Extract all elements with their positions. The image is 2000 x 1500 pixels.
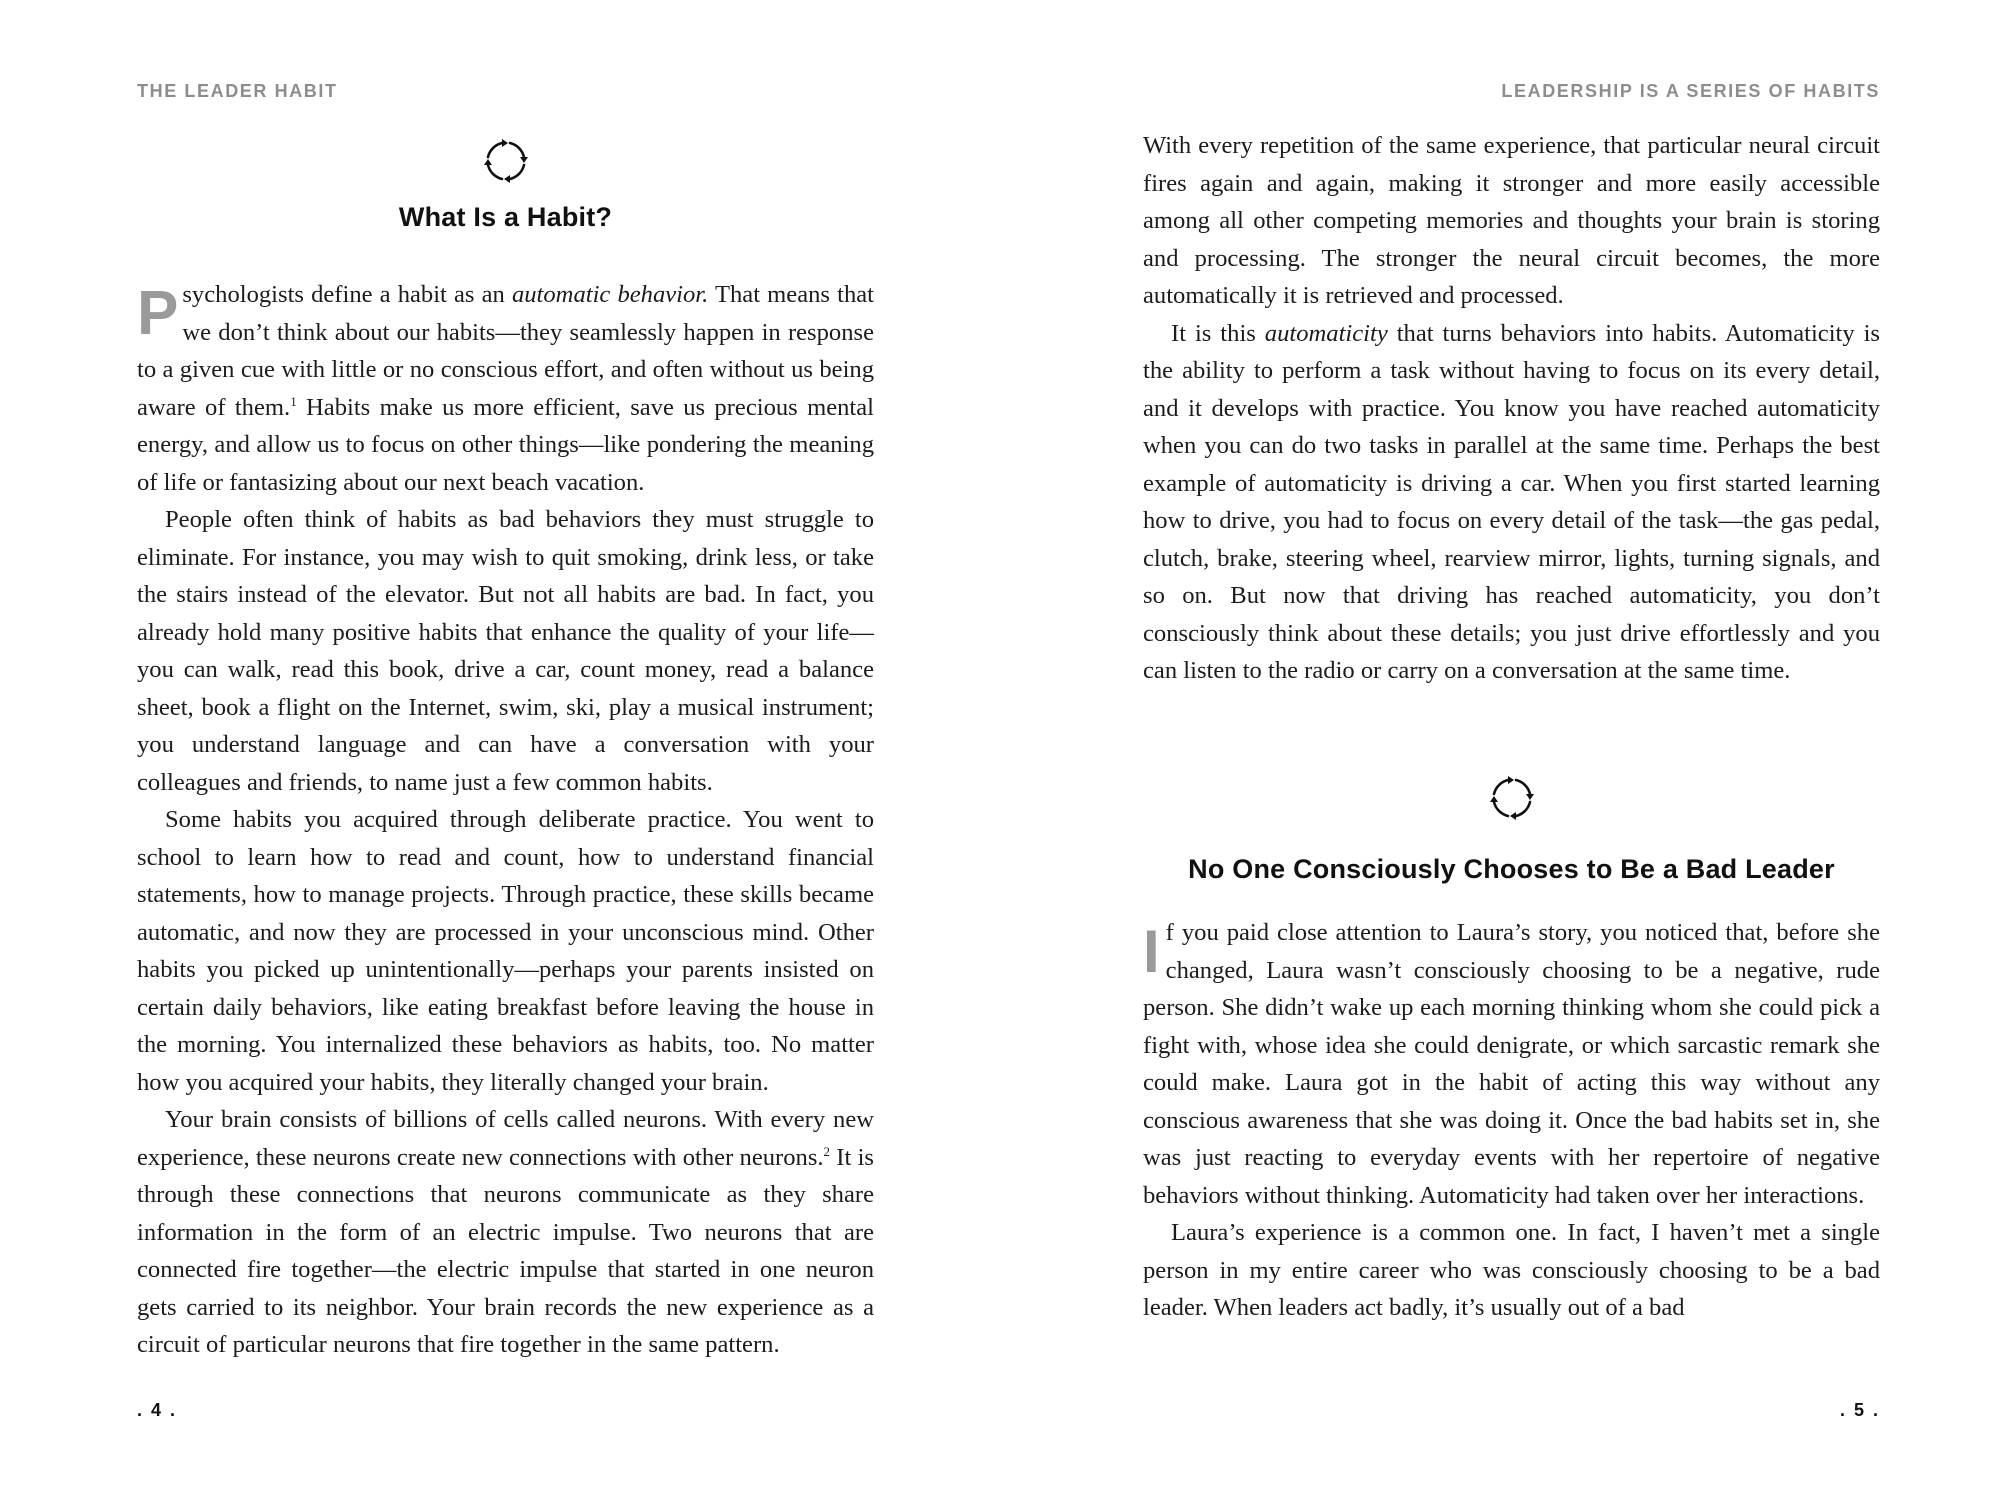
section-header-right: [1143, 773, 1880, 885]
text-run: Habits make us more efficient, save us precious mental energy, and allow us to focus on other things—like pondering the meaning of life or fantasizing about our next beach vacation.: [137, 393, 875, 496]
paragraph: Some habits you acquired through deliberate practice. You went to school to learn how to read and count, how to understand financial statements, how to manage projects. Through practice, these skills became automatic, and now they are processed in your unconscious mind. Other habits you picked up unintentionally—perhaps your parents insisted on certain daily behaviors, like eating breakfast before leaving the house in the morning. You internalized these behaviors as habits, too. No matter how you acquired your habits, they literally changed your brain.: [137, 806, 874, 1096]
section-title: What Is a Habit?: [398, 202, 613, 232]
paragraph: [137, 1101, 874, 1364]
section-header-left: [137, 136, 874, 233]
running-head-right: LEADERSHIP IS A SERIES OF HABITS: [1501, 81, 1880, 101]
paragraph: [137, 276, 874, 501]
right-body-text-bottom: [1143, 914, 1880, 1327]
text-run: It is through these connections that neurons communicate as they share information in the form of an electric impulse. Two neurons that are connected fire together—the electric impulse that started in one neuron gets carried to its neighbor. Your brain records the new experience as a circuit of particular neurons that fire together in the same pattern.: [137, 1143, 874, 1358]
paragraph: Laura’s experience is a common one. In fact, I haven’t met a single person in my entire career who was consciously choosing to be a bad leader. When leaders act badly, it’s usually out of a bad: [1143, 1219, 1880, 1321]
left-page: [137, 0, 874, 1500]
right-page: [1143, 0, 1880, 1500]
running-head-left: THE LEADER HABIT: [137, 81, 338, 101]
drop-cap: P: [137, 279, 179, 348]
circular-arrows-icon: [1487, 773, 1537, 823]
drop-cap: I: [1143, 918, 1160, 985]
italic-term: automatic behavior.: [511, 281, 709, 308]
footnote-marker[interactable]: 1: [290, 393, 297, 409]
text-run: That means that we don’t think about our habits—they seamlessly happen in response to a given cue with little or no conscious effort, and often without us being aware of them.: [137, 281, 874, 421]
paragraph: With every repetition of the same experience, that particular neural circuit fires again and again, making it stronger and more easily accessible among all other competing memories and thoughts your brain is storing and processing. The stronger the neural circuit becomes, the more automatically it is retrieved and processed.: [1143, 132, 1880, 309]
text-run: that turns behaviors into habits. Automaticity is the ability to perform a task without having to focus on its every detail, and it develops with practice. You know you have reached automaticity when you can do two tasks in parallel at the same time. Perhaps the best example of automaticity is driving a car. When you first started learning how to drive, you had to focus on every detail of the task—the gas pedal, clutch, brake, steering wheel, rearview mirror, lights, turning signals, and so on. But now that driving has reached automaticity, you don’t consciously think about these details; you just drive effortlessly and you can listen to the radio or carry on a conversation at the same time.: [1143, 319, 1881, 684]
right-body-text-top: [1143, 127, 1880, 690]
paragraph: People often think of habits as bad behaviors they must struggle to eliminate. For instance, you may wish to quit smoking, drink less, or take the stairs instead of the elevator. But not all habits are bad. In fact, you already hold many positive habits that enhance the quality of your life—you can walk, read this book, drive a car, count money, read a balance sheet, book a flight on the Internet, swim, ski, play a musical instrument; you understand language and can have a conversation with your colleagues and friends, to name just a few common habits.: [137, 506, 874, 796]
text-run: sychologists define a habit as an: [182, 281, 512, 308]
text-run: f you paid close attention to Laura’s story, you noticed that, before she changed, Laura wasn’t consciously choosing to be a negative, rude person. She didn’t wake up each morning thinking whom she could pick a fight with, whose idea she could denigrate, or which sarcastic remark she could make. Laura got in the habit of acting this way without any conscious awareness that she was doing it. Once the bad habits set in, she was just reacting to everyday events with her repertoire of negative behaviors without thinking. Automaticity had taken over her interactions.: [1143, 919, 1880, 1209]
left-body-text: [137, 276, 874, 1364]
circular-arrows-icon: [481, 136, 531, 186]
paragraph: [1143, 315, 1880, 690]
section-title: No One Consciously Chooses to Be a Bad Leader: [1188, 854, 1835, 884]
text-run: It is this: [1171, 319, 1265, 347]
text-run: Your brain consists of billions of cells called neurons. With every new experience, these neurons create new connections with other neurons.: [137, 1106, 874, 1171]
page-number: . 5 .: [1839, 1400, 1880, 1420]
paragraph: [1143, 914, 1880, 1214]
footnote-marker[interactable]: 2: [823, 1143, 831, 1159]
italic-term: automaticity: [1264, 319, 1388, 347]
page-number: . 4 .: [137, 1400, 178, 1420]
